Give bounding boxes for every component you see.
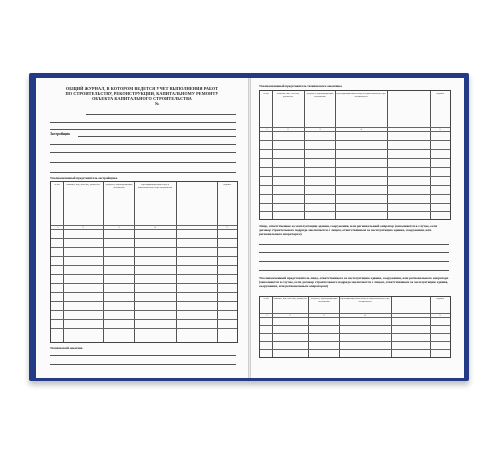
table-header-cell: Документ, подтверждающий полномочия: [306, 93, 334, 98]
table-header-cell: Идентификационный номер в национальном реестре специалистов: [137, 184, 173, 189]
title-line-2: ПО СТРОИТЕЛЬСТВУ, РЕКОНСТРУКЦИИ, КАПИТАЛЬНОМУ РЕМОНТУ: [65, 91, 219, 96]
table-header-cell: № п/п: [263, 298, 269, 300]
technical-customer-label: Технический заказчик: [50, 346, 83, 350]
fill-line: [78, 136, 236, 137]
fill-line: [50, 144, 236, 145]
table-header-cell: Подпись: [222, 184, 232, 186]
column-number: 4: [154, 226, 156, 229]
fill-line: [259, 270, 449, 271]
fill-line: [259, 261, 449, 262]
column-number: 2: [82, 226, 84, 229]
tech-rep-label: Уполномоченный представитель технического заказчика: [259, 84, 342, 88]
column-number: 4: [364, 314, 366, 317]
column-number: 5: [226, 226, 228, 229]
table-header-cell: Документ, подтверждающий полномочия: [105, 184, 133, 189]
table-header-cell: Подпись: [435, 298, 445, 300]
customer-rep-label: Уполномоченный представитель застройщика: [50, 176, 118, 180]
column-number: 2: [289, 314, 291, 317]
column-number: 1: [266, 128, 268, 131]
tech-rep-table: [259, 90, 451, 220]
fill-line: [50, 364, 236, 365]
left-page: [36, 78, 250, 378]
column-number: 5: [439, 314, 441, 317]
column-number: 4: [360, 128, 362, 131]
fill-line: [259, 252, 449, 253]
fill-line: [50, 152, 236, 153]
fill-line: [259, 244, 449, 245]
table-header-cell: Фамилия, имя, отчество, должность: [66, 184, 100, 186]
fill-line: [86, 114, 236, 115]
column-number: 5: [439, 128, 441, 131]
developer-label: Застройщик: [50, 132, 71, 136]
column-number: 3: [323, 314, 325, 317]
fill-line: [50, 162, 236, 163]
right-page: [250, 78, 464, 378]
column-number: 1: [266, 314, 268, 317]
table-header-cell: № п/п: [54, 184, 60, 186]
responsible-rep-label: Уполномоченный представитель лица, ответственного за эксплуатацию здания, сооружения, или регионального оператора (заполняется в случае, если договор строительного подряда заключается с лицом, ответственным за эксплуатацию здания, сооружения, или региональным оператором): [259, 276, 449, 289]
column-number: 3: [319, 128, 321, 131]
responsible-label: Лицо, ответственное за эксплуатацию здания, сооружения, или региональный оператор (заполняется в случае, если договор строительного подряда заключается с лицом, ответственным за эксплуатацию здания, сооружения, или региональным оператором): [259, 224, 438, 237]
column-number: 3: [118, 226, 120, 229]
table-header-cell: Идентификационный номер в национальном реестре специалистов: [340, 298, 390, 303]
table-header-cell: Подпись: [435, 93, 445, 95]
responsible-rep-table: [259, 296, 451, 358]
table-header-cell: Фамилия, имя, отчество, должность: [276, 93, 300, 98]
title-line-3: ОБЪЕКТА КАПИТАЛЬНОГО СТРОИТЕЛЬСТВА: [92, 96, 192, 101]
table-header-cell: № п/п: [263, 93, 269, 95]
fill-line: [50, 355, 236, 356]
column-number: 2: [287, 128, 289, 131]
customer-rep-table: [50, 181, 238, 343]
table-header-cell: Документ, подтверждающий полномочия: [310, 298, 338, 303]
journal-title: [58, 86, 226, 106]
journal-number: №: [154, 101, 160, 106]
fill-line: [50, 129, 236, 130]
title-line-1: ОБЩИЙ ЖУРНАЛ, В КОТОРОМ ВЕДЕТСЯ УЧЕТ ВЫПОЛНЕНИЯ РАБОТ: [65, 86, 219, 91]
table-header-cell: Идентификационный номер в национальном реестре специалистов: [336, 93, 386, 98]
fill-line: [50, 122, 236, 123]
table-header-cell: Фамилия, имя, отчество, должность: [273, 298, 307, 300]
column-number: 1: [57, 226, 59, 229]
fill-line: [50, 172, 236, 173]
